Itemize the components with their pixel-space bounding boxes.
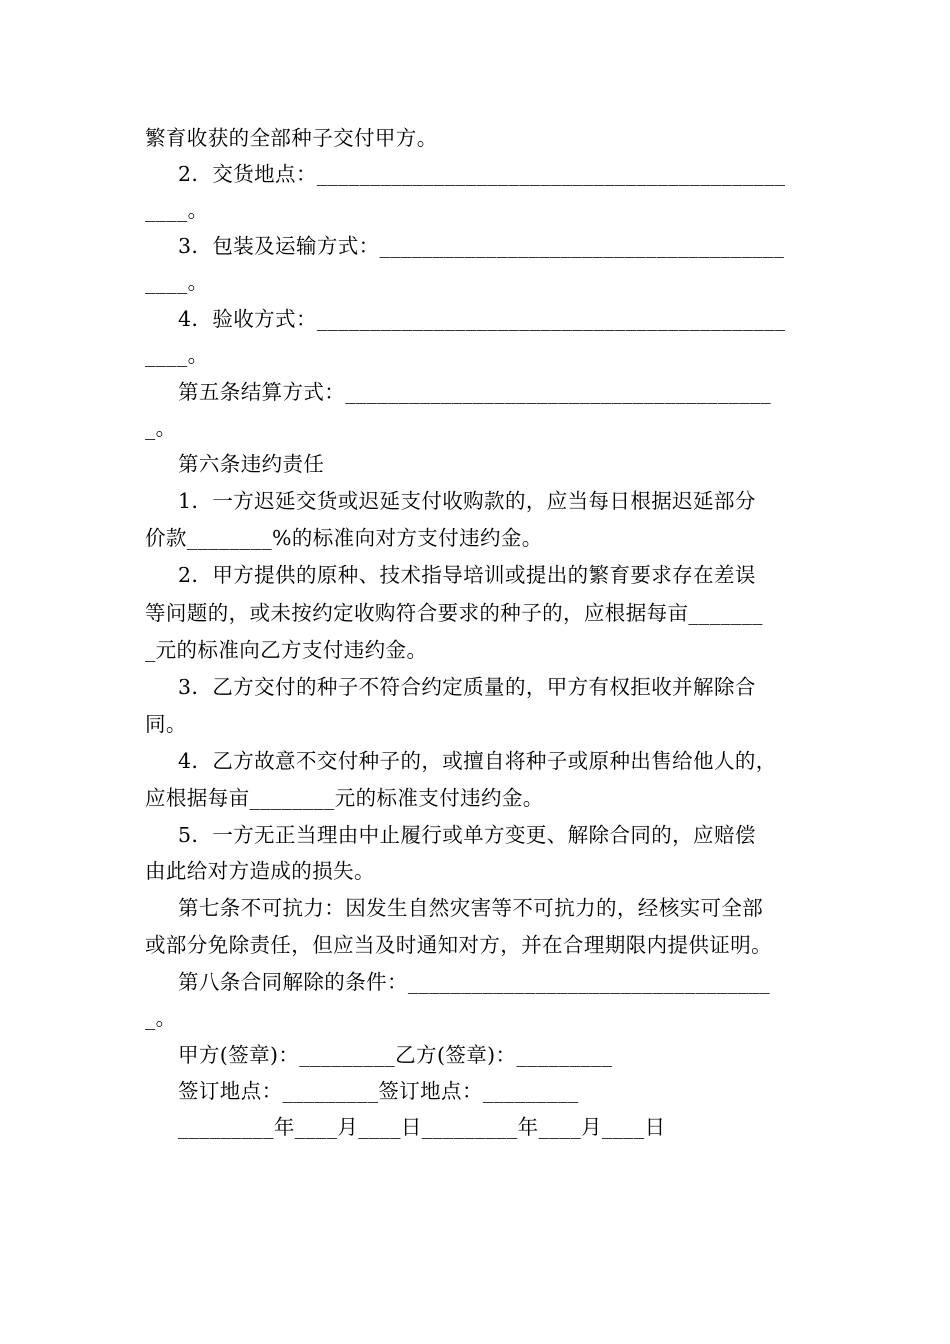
text-line: 同。: [145, 712, 187, 736]
text-line: 4．验收方式：____________________________________________: [178, 307, 786, 331]
text-line: 繁育收获的全部种子交付甲方。: [145, 126, 438, 150]
signature-line: 甲方(签章)：_________乙方(签章)：_________: [178, 1043, 613, 1067]
text-line: 4．乙方故意不交付种子的，或擅自将种子或原种出售给他人的，: [178, 749, 777, 773]
text-line: _。: [145, 416, 177, 440]
text-line: ____。: [145, 270, 209, 294]
text-line: 3．包装及运输方式：______________________________________: [178, 234, 785, 258]
text-line: _。: [145, 1006, 177, 1030]
text-line: 2．交货地点：____________________________________________: [178, 162, 786, 186]
text-line: 应根据每亩________元的标准支付违约金。: [145, 786, 544, 810]
text-line: _元的标准向乙方支付违约金。: [145, 638, 428, 662]
text-line: ____。: [145, 343, 209, 367]
signing-place-line: 签订地点：_________签订地点：_________: [178, 1079, 579, 1103]
date-line: _________年____月____日_________年____月____日: [178, 1115, 666, 1139]
text-line: 第八条合同解除的条件：__________________________________: [178, 970, 770, 994]
text-line: 5．一方无正当理由中止履行或单方变更、解除合同的，应赔偿: [178, 823, 756, 847]
text-line: 价款________%的标准向对方支付违约金。: [145, 526, 543, 550]
text-line: 3．乙方交付的种子不符合约定质量的，甲方有权拒收并解除合: [178, 675, 756, 699]
text-line: 等问题的，或未按约定收购符合要求的种子的，应根据每亩_______: [145, 601, 763, 625]
text-line: 或部分免除责任，但应当及时通知对方，并在合理期限内提供证明。: [145, 933, 772, 957]
section-heading: 第六条违约责任: [178, 452, 325, 476]
text-line: 1．一方迟延交货或迟延支付收购款的，应当每日根据迟延部分: [178, 489, 756, 513]
text-line: 第五条结算方式：________________________________________: [178, 380, 772, 404]
text-line: ____。: [145, 198, 209, 222]
text-line: 2．甲方提供的原种、技术指导培训或提出的繁育要求存在差误: [178, 563, 756, 587]
text-line: 由此给对方造成的损失。: [145, 859, 375, 883]
text-line: 第七条不可抗力：因发生自然灾害等不可抗力的，经核实可全部: [178, 896, 764, 920]
